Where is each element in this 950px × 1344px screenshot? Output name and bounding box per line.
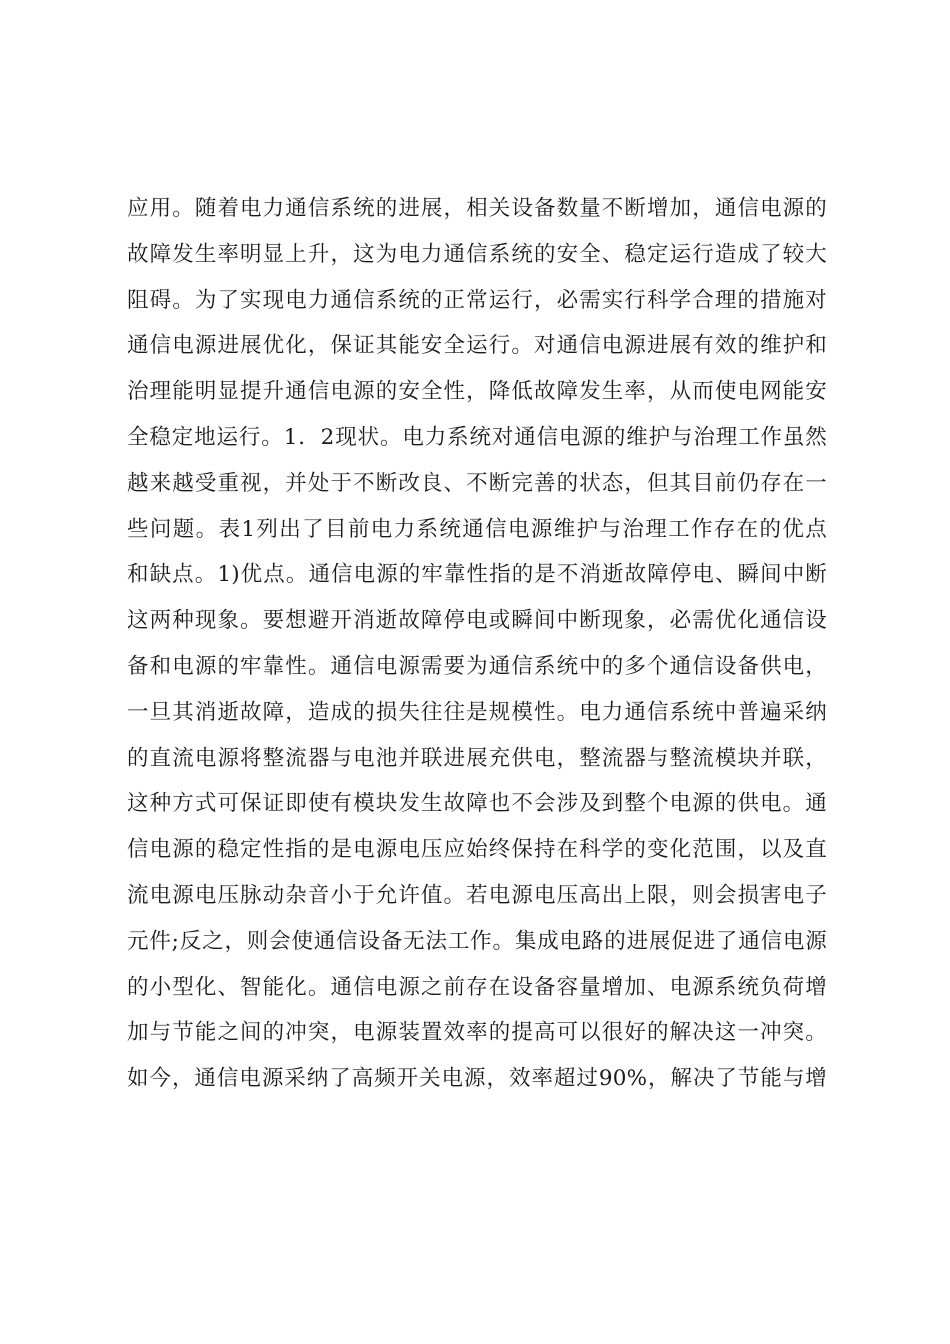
text-line: 全稳定地运行。1．2现状。电力系统对通信电源的维护与治理工作虽然 <box>127 424 827 450</box>
text-line: 和缺点。1)优点。通信电源的牢靠性指的是不消逝故障停电、瞬间中断 <box>127 562 827 588</box>
text-line: 这种方式可保证即使有模块发生故障也不会涉及到整个电源的供电。通 <box>127 791 827 817</box>
text-line: 通信电源进展优化，保证其能安全运行。对通信电源进展有效的维护和 <box>127 333 827 359</box>
text-line: 元件;反之，则会使通信设备无法工作。集成电路的进展促进了通信电源 <box>127 928 827 954</box>
text-line: 的直流电源将整流器与电池并联进展充供电，整流器与整流模块并联， <box>127 745 827 771</box>
text-line: 备和电源的牢靠性。通信电源需要为通信系统中的多个通信设备供电， <box>127 653 827 679</box>
text-line: 的小型化、智能化。通信电源之前存在设备容量增加、电源系统负荷增 <box>127 974 827 1000</box>
text-line: 加与节能之间的冲突，电源装置效率的提高可以很好的解决这一冲突。 <box>127 1020 827 1046</box>
text-line: 些问题。表1列出了目前电力系统通信电源维护与治理工作存在的优点 <box>127 516 827 542</box>
text-line: 阻碍。为了实现电力通信系统的正常运行，必需实行科学合理的措施对 <box>127 287 827 313</box>
text-line: 应用。随着电力通信系统的进展，相关设备数量不断增加，通信电源的 <box>127 196 827 221</box>
text-line: 治理能明显提升通信电源的安全性，降低故障发生率，从而使电网能安 <box>127 379 827 405</box>
text-line: 一旦其消逝故障，造成的损失往往是规模性。电力通信系统中普遍采纳 <box>127 699 827 725</box>
text-line: 这两种现象。要想避开消逝故障停电或瞬间中断现象，必需优化通信设 <box>127 608 827 634</box>
body-text <box>127 186 827 1102</box>
text-line: 越来越受重视，并处于不断改良、不断完善的状态，但其目前仍存在一 <box>127 470 827 496</box>
text-line: 信电源的稳定性指的是电源电压应始终保持在科学的变化范围，以及直 <box>127 837 827 863</box>
text-line: 如今，通信电源采纳了高频开关电源，效率超过90%，解决了节能与增 <box>127 1066 827 1092</box>
text-line: 流电源电压脉动杂音小于允许值。若电源电压高出上限，则会损害电子 <box>127 882 827 908</box>
text-line: 故障发生率明显上升，这为电力通信系统的安全、稳定运行造成了较大 <box>127 241 827 267</box>
